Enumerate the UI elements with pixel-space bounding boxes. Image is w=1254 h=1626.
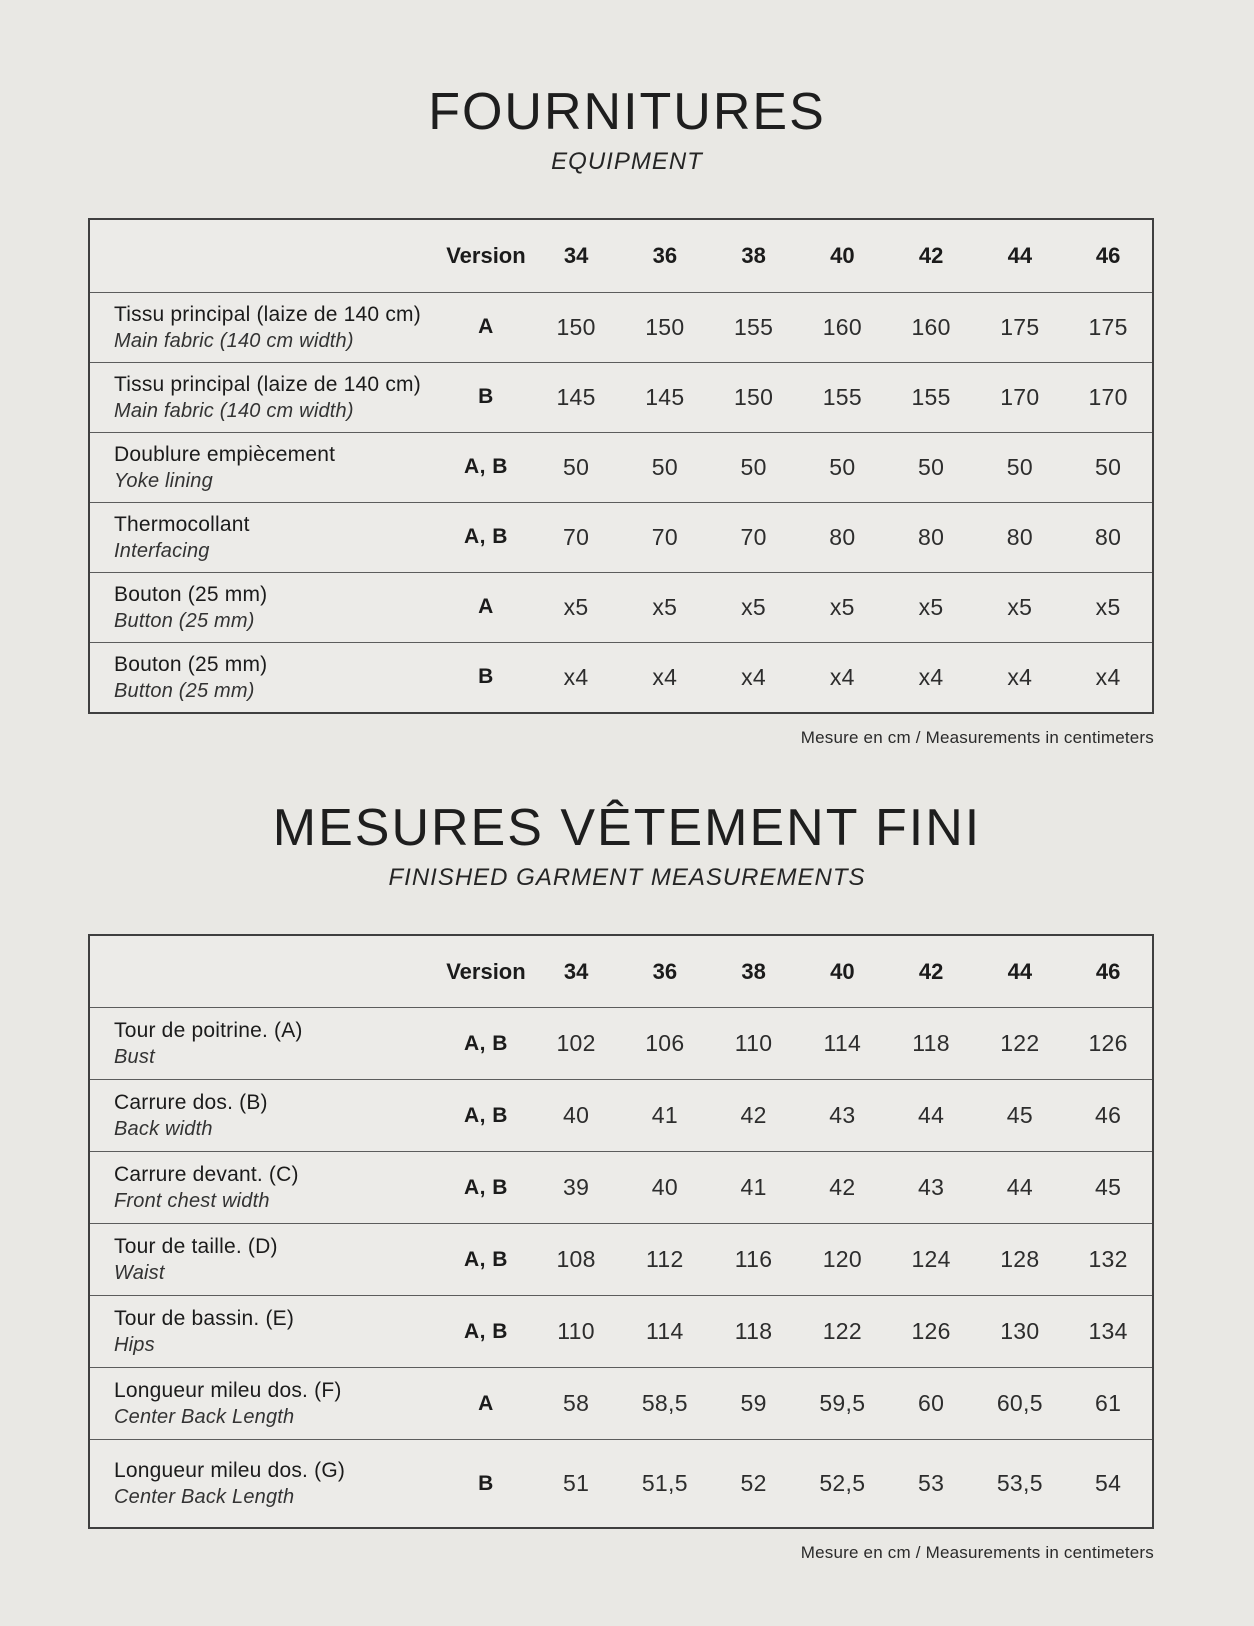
row-value-cell: 114	[798, 1008, 887, 1080]
row-value-cell: 130	[975, 1296, 1064, 1368]
row-value-cell: 70	[532, 502, 621, 572]
row-value-cell: x5	[1064, 572, 1153, 642]
row-value-cell: 45	[975, 1080, 1064, 1152]
row-value-cell: 46	[1064, 1080, 1153, 1152]
row-label-cell	[89, 1368, 440, 1440]
row-label-english: Yoke lining	[114, 469, 213, 492]
row-value-cell: 106	[620, 1008, 709, 1080]
row-value-cell: 145	[532, 362, 621, 432]
row-label-french: Tour de bassin. (E)	[114, 1307, 295, 1331]
units-footnote: Mesure en cm / Measurements in centimeters	[800, 727, 1154, 747]
row-value-cell: 102	[532, 1008, 621, 1080]
row-version-cell: A	[440, 1368, 532, 1440]
row-value-cell: 61	[1064, 1368, 1153, 1440]
row-label-cell	[89, 432, 440, 502]
row-version-cell: A	[440, 572, 532, 642]
row-value-cell: 52,5	[798, 1440, 887, 1528]
row-label-french: Longueur mileu dos. (F)	[114, 1379, 342, 1403]
row-value-cell: 58	[532, 1368, 621, 1440]
row-value-cell: 44	[975, 1152, 1064, 1224]
size-column-header: 34	[563, 242, 589, 268]
section-subtitle-finished-garment: FINISHED GARMENT MEASUREMENTS	[388, 863, 866, 891]
row-label-english: Center Back Length	[114, 1486, 295, 1509]
row-value-cell: 160	[887, 292, 976, 362]
row-value-cell: 170	[975, 362, 1064, 432]
section-title-mesures: MESURES VÊTEMENT FINI	[272, 798, 982, 857]
row-value-cell: 175	[1064, 292, 1153, 362]
row-label-english: Waist	[114, 1262, 165, 1285]
table-row	[89, 362, 1153, 432]
row-value-cell: 42	[798, 1152, 887, 1224]
row-value-cell: 175	[975, 292, 1064, 362]
row-value-cell: 118	[709, 1296, 798, 1368]
row-value-cell: 40	[532, 1080, 621, 1152]
row-value-cell: 150	[620, 292, 709, 362]
row-value-cell: 50	[887, 432, 976, 502]
row-value-cell: 50	[975, 432, 1064, 502]
row-value-cell: 132	[1064, 1224, 1153, 1296]
table-row	[89, 572, 1153, 642]
version-column-header: Version	[446, 958, 526, 984]
row-label-cell	[89, 642, 440, 713]
row-value-cell: 128	[975, 1224, 1064, 1296]
row-value-cell: 126	[887, 1296, 976, 1368]
row-value-cell: x4	[620, 642, 709, 713]
row-value-cell: 118	[887, 1008, 976, 1080]
row-value-cell: 40	[620, 1152, 709, 1224]
size-column-header: 46	[1095, 958, 1121, 984]
table-row	[89, 1080, 1153, 1152]
section-subtitle-equipment: EQUIPMENT	[551, 148, 703, 176]
table-row	[89, 432, 1153, 502]
row-label-cell	[89, 1224, 440, 1296]
table-row	[89, 1440, 1153, 1528]
row-version-cell: A, B	[440, 1008, 532, 1080]
size-column-header: 44	[1007, 958, 1033, 984]
row-value-cell: x4	[1064, 642, 1153, 713]
row-value-cell: 54	[1064, 1440, 1153, 1528]
row-version-cell: A, B	[440, 1224, 532, 1296]
row-label-cell	[89, 502, 440, 572]
row-value-cell: x5	[798, 572, 887, 642]
row-value-cell: 124	[887, 1224, 976, 1296]
row-value-cell: 108	[532, 1224, 621, 1296]
row-label-english: Back width	[114, 1118, 213, 1141]
row-value-cell: 114	[620, 1296, 709, 1368]
row-version-cell: A, B	[440, 1152, 532, 1224]
row-value-cell: 150	[532, 292, 621, 362]
table-row	[89, 642, 1153, 713]
row-label-french: Bouton (25 mm)	[114, 582, 268, 606]
row-version-cell: A, B	[440, 502, 532, 572]
equipment-table-header	[89, 219, 1153, 292]
row-label-english: Button (25 mm)	[114, 609, 255, 632]
row-label-cell	[89, 1080, 440, 1152]
row-label-english: Bust	[114, 1046, 155, 1069]
row-value-cell: x4	[532, 642, 621, 713]
size-column-header: 36	[652, 242, 678, 268]
row-value-cell: 145	[620, 362, 709, 432]
row-version-cell: B	[440, 1440, 532, 1528]
row-value-cell: 43	[798, 1080, 887, 1152]
row-value-cell: 120	[798, 1224, 887, 1296]
size-column-header: 44	[1007, 242, 1033, 268]
table-row	[89, 502, 1153, 572]
row-value-cell: 50	[1064, 432, 1153, 502]
row-value-cell: x4	[975, 642, 1064, 713]
row-value-cell: 160	[798, 292, 887, 362]
size-column-header: 40	[830, 242, 855, 268]
row-version-cell: B	[440, 362, 532, 432]
row-value-cell: 52	[709, 1440, 798, 1528]
row-label-english: Hips	[114, 1334, 155, 1357]
section-title-fournitures: FOURNITURES	[428, 83, 826, 141]
row-value-cell: x5	[887, 572, 976, 642]
row-label-french: Longueur mileu dos. (G)	[114, 1459, 346, 1483]
header-row	[89, 219, 1153, 292]
size-column-header: 34	[563, 958, 589, 984]
row-value-cell: 70	[709, 502, 798, 572]
size-column-header: 42	[918, 242, 944, 268]
row-label-cell	[89, 1008, 440, 1080]
row-label-english: Interfacing	[114, 539, 210, 562]
size-column-header: 36	[652, 958, 678, 984]
row-value-cell: x4	[887, 642, 976, 713]
row-value-cell: 126	[1064, 1008, 1153, 1080]
row-value-cell: 59,5	[798, 1368, 887, 1440]
row-value-cell: 60,5	[975, 1368, 1064, 1440]
row-value-cell: 50	[532, 432, 621, 502]
row-value-cell: 134	[1064, 1296, 1153, 1368]
row-label-english: Button (25 mm)	[114, 679, 255, 702]
finished-garment-table-header	[89, 935, 1153, 1008]
row-label-french: Doublure empiècement	[114, 442, 336, 466]
row-value-cell: x4	[798, 642, 887, 713]
row-label-french: Bouton (25 mm)	[114, 652, 268, 676]
row-value-cell: 51	[532, 1440, 621, 1528]
header-row	[89, 935, 1153, 1008]
row-label-english: Main fabric (140 cm width)	[114, 329, 354, 352]
units-footnote: Mesure en cm / Measurements in centimeters	[800, 1542, 1154, 1562]
row-value-cell: 50	[709, 432, 798, 502]
row-value-cell: 122	[798, 1296, 887, 1368]
row-value-cell: 70	[620, 502, 709, 572]
row-label-cell	[89, 1296, 440, 1368]
row-value-cell: 116	[709, 1224, 798, 1296]
row-label-french: Thermocollant	[114, 512, 250, 536]
row-value-cell: 155	[798, 362, 887, 432]
equipment-table	[88, 218, 1154, 714]
row-value-cell: 110	[709, 1008, 798, 1080]
label-column-header	[89, 935, 440, 1008]
row-label-french: Tissu principal (laize de 140 cm)	[114, 302, 421, 326]
size-column-header: 38	[741, 242, 766, 268]
row-version-cell: A, B	[440, 1080, 532, 1152]
row-label-english: Center Back Length	[114, 1406, 295, 1429]
finished-garment-table	[88, 934, 1154, 1529]
row-version-cell: A, B	[440, 1296, 532, 1368]
row-value-cell: 51,5	[620, 1440, 709, 1528]
row-value-cell: 122	[975, 1008, 1064, 1080]
row-value-cell: 45	[1064, 1152, 1153, 1224]
row-value-cell: 41	[709, 1152, 798, 1224]
row-value-cell: 110	[532, 1296, 621, 1368]
table-row	[89, 1368, 1153, 1440]
table-row	[89, 292, 1153, 362]
row-value-cell: 155	[887, 362, 976, 432]
row-label-cell	[89, 572, 440, 642]
row-version-cell: A, B	[440, 432, 532, 502]
table-row	[89, 1008, 1153, 1080]
row-value-cell: 58,5	[620, 1368, 709, 1440]
row-label-french: Tissu principal (laize de 140 cm)	[114, 372, 421, 396]
row-value-cell: 41	[620, 1080, 709, 1152]
row-value-cell: 43	[887, 1152, 976, 1224]
row-value-cell: 50	[620, 432, 709, 502]
table-row	[89, 1224, 1153, 1296]
row-version-cell: B	[440, 642, 532, 713]
size-column-header: 42	[918, 958, 944, 984]
size-column-header: 40	[830, 958, 855, 984]
table-row	[89, 1296, 1153, 1368]
row-value-cell: x4	[709, 642, 798, 713]
row-value-cell: x5	[532, 572, 621, 642]
row-value-cell: 53	[887, 1440, 976, 1528]
table-row	[89, 1152, 1153, 1224]
row-value-cell: 80	[887, 502, 976, 572]
row-value-cell: 60	[887, 1368, 976, 1440]
row-value-cell: 80	[1064, 502, 1153, 572]
row-label-french: Tour de poitrine. (A)	[114, 1019, 303, 1043]
row-value-cell: 170	[1064, 362, 1153, 432]
row-label-cell	[89, 292, 440, 362]
size-column-header: 38	[741, 958, 766, 984]
label-column-header	[89, 219, 440, 292]
row-value-cell: 80	[798, 502, 887, 572]
row-value-cell: 42	[709, 1080, 798, 1152]
row-value-cell: 44	[887, 1080, 976, 1152]
row-value-cell: 50	[798, 432, 887, 502]
row-label-cell	[89, 362, 440, 432]
row-label-french: Carrure dos. (B)	[114, 1091, 268, 1115]
row-value-cell: 150	[709, 362, 798, 432]
row-value-cell: x5	[975, 572, 1064, 642]
row-value-cell: 59	[709, 1368, 798, 1440]
row-label-english: Main fabric (140 cm width)	[114, 399, 354, 422]
version-column-header: Version	[446, 242, 526, 268]
row-label-english: Front chest width	[114, 1190, 270, 1213]
row-value-cell: x5	[709, 572, 798, 642]
row-label-french: Carrure devant. (C)	[114, 1163, 299, 1187]
row-label-cell	[89, 1152, 440, 1224]
size-column-header: 46	[1095, 242, 1121, 268]
row-value-cell: 39	[532, 1152, 621, 1224]
row-value-cell: 155	[709, 292, 798, 362]
row-value-cell: 112	[620, 1224, 709, 1296]
row-label-cell	[89, 1440, 440, 1528]
row-value-cell: x5	[620, 572, 709, 642]
row-label-french: Tour de taille. (D)	[114, 1235, 278, 1259]
row-value-cell: 53,5	[975, 1440, 1064, 1528]
row-value-cell: 80	[975, 502, 1064, 572]
row-version-cell: A	[440, 292, 532, 362]
